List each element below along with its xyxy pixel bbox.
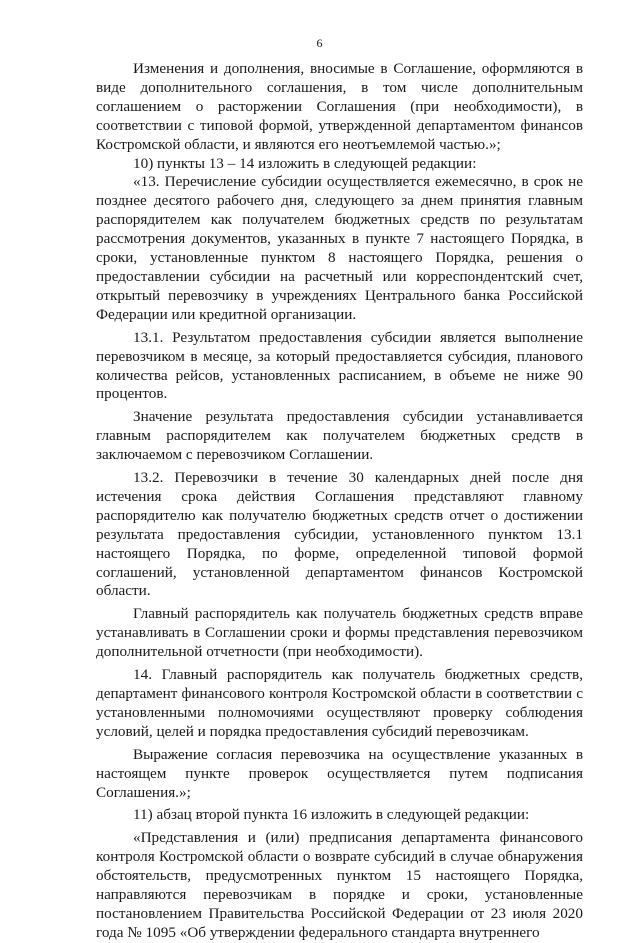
paragraph-clause-13-2: 13.2. Перевозчики в течение 30 календарных дней после дня истечения срока действия Соглашения представляют главному распорядителю как получателю бюджетных средств отчет о достижении результата предоставления субсидии, установленного пунктом 13.1 настоящего Порядка, по форме, определенной типовой формой соглашений, установленной департаментом финансов Костромской области. <box>96 469 583 600</box>
document-body <box>96 60 583 943</box>
paragraph-consent: Выражение согласия перевозчика на осуществление указанных в настоящем пункте проверок осуществляется путем подписания Соглашения.»; <box>96 745 583 801</box>
paragraph-result-value: Значение результата предоставления субсидии устанавливается главным распорядителем как получателем бюджетных средств в заключаемом с перевозчиком Соглашении. <box>96 408 583 464</box>
paragraph-item-10: 10) пункты 13 – 14 изложить в следующей редакции: <box>133 154 477 172</box>
paragraph-clause-14: 14. Главный распорядитель как получатель бюджетных средств, департамент финансового контроля Костромской области в соответствии с установленными полномочиями осуществляют проверку соблюдения условий, целей и порядка предоставления субсидий перевозчикам. <box>96 666 583 740</box>
paragraph-additional-reporting: Главный распорядитель как получатель бюджетных средств вправе устанавливать в Соглашении сроки и формы представления перевозчиком дополнительной отчетности (при необходимости). <box>96 605 583 661</box>
page-number: 6 <box>316 36 323 50</box>
paragraph-item-11: 11) абзац второй пункта 16 изложить в следующей редакции: <box>133 806 530 824</box>
paragraph-clause-13-1: 13.1. Результатом предоставления субсидии является выполнение перевозчиком в месяце, за который предоставляется субсидия, планового количества рейсов, установленных расписанием, в объеме не ниже 90 процентов. <box>96 328 583 403</box>
paragraph-clause-16-text: «Представления и (или) предписания департамента финансового контроля Костромской области о возврате субсидий в случае обнаружения обстоятельств, предусмотренных пунктом 15 настоящего Порядка, направляются перевозчикам в порядке и сроки, установленные постановлением Правительства Российской Федерации от 23 июля 2020 года № 1095 «Об утверждении федерального стандарта внутреннего <box>96 829 583 941</box>
paragraph-amendments-note: Изменения и дополнения, вносимые в Соглашение, оформляются в виде дополнительного соглашения, в том числе дополнительным соглашением о расторжении Соглашения (при необходимости), в соответствии с типовой формой, утвержденной департаментом финансов Костромской области, и являются его неотъемлемой частью.»; <box>96 60 583 153</box>
paragraph-clause-13: «13. Перечисление субсидии осуществляется ежемесячно, в срок не позднее десятого рабочего дня, следующего за днем принятия главным распорядителем как получателем бюджетных средств по результатам рассмотрения документов, указанных в пункте 7 настоящего Порядка, в сроки, установленные пунктом 8 настоящего Порядка, решения о предоставлении субсидии на расчетный или корреспондентский счет, открытый перевозчику в учреждениях Центрального банка Российской Федерации или кредитной организации. <box>96 173 583 323</box>
